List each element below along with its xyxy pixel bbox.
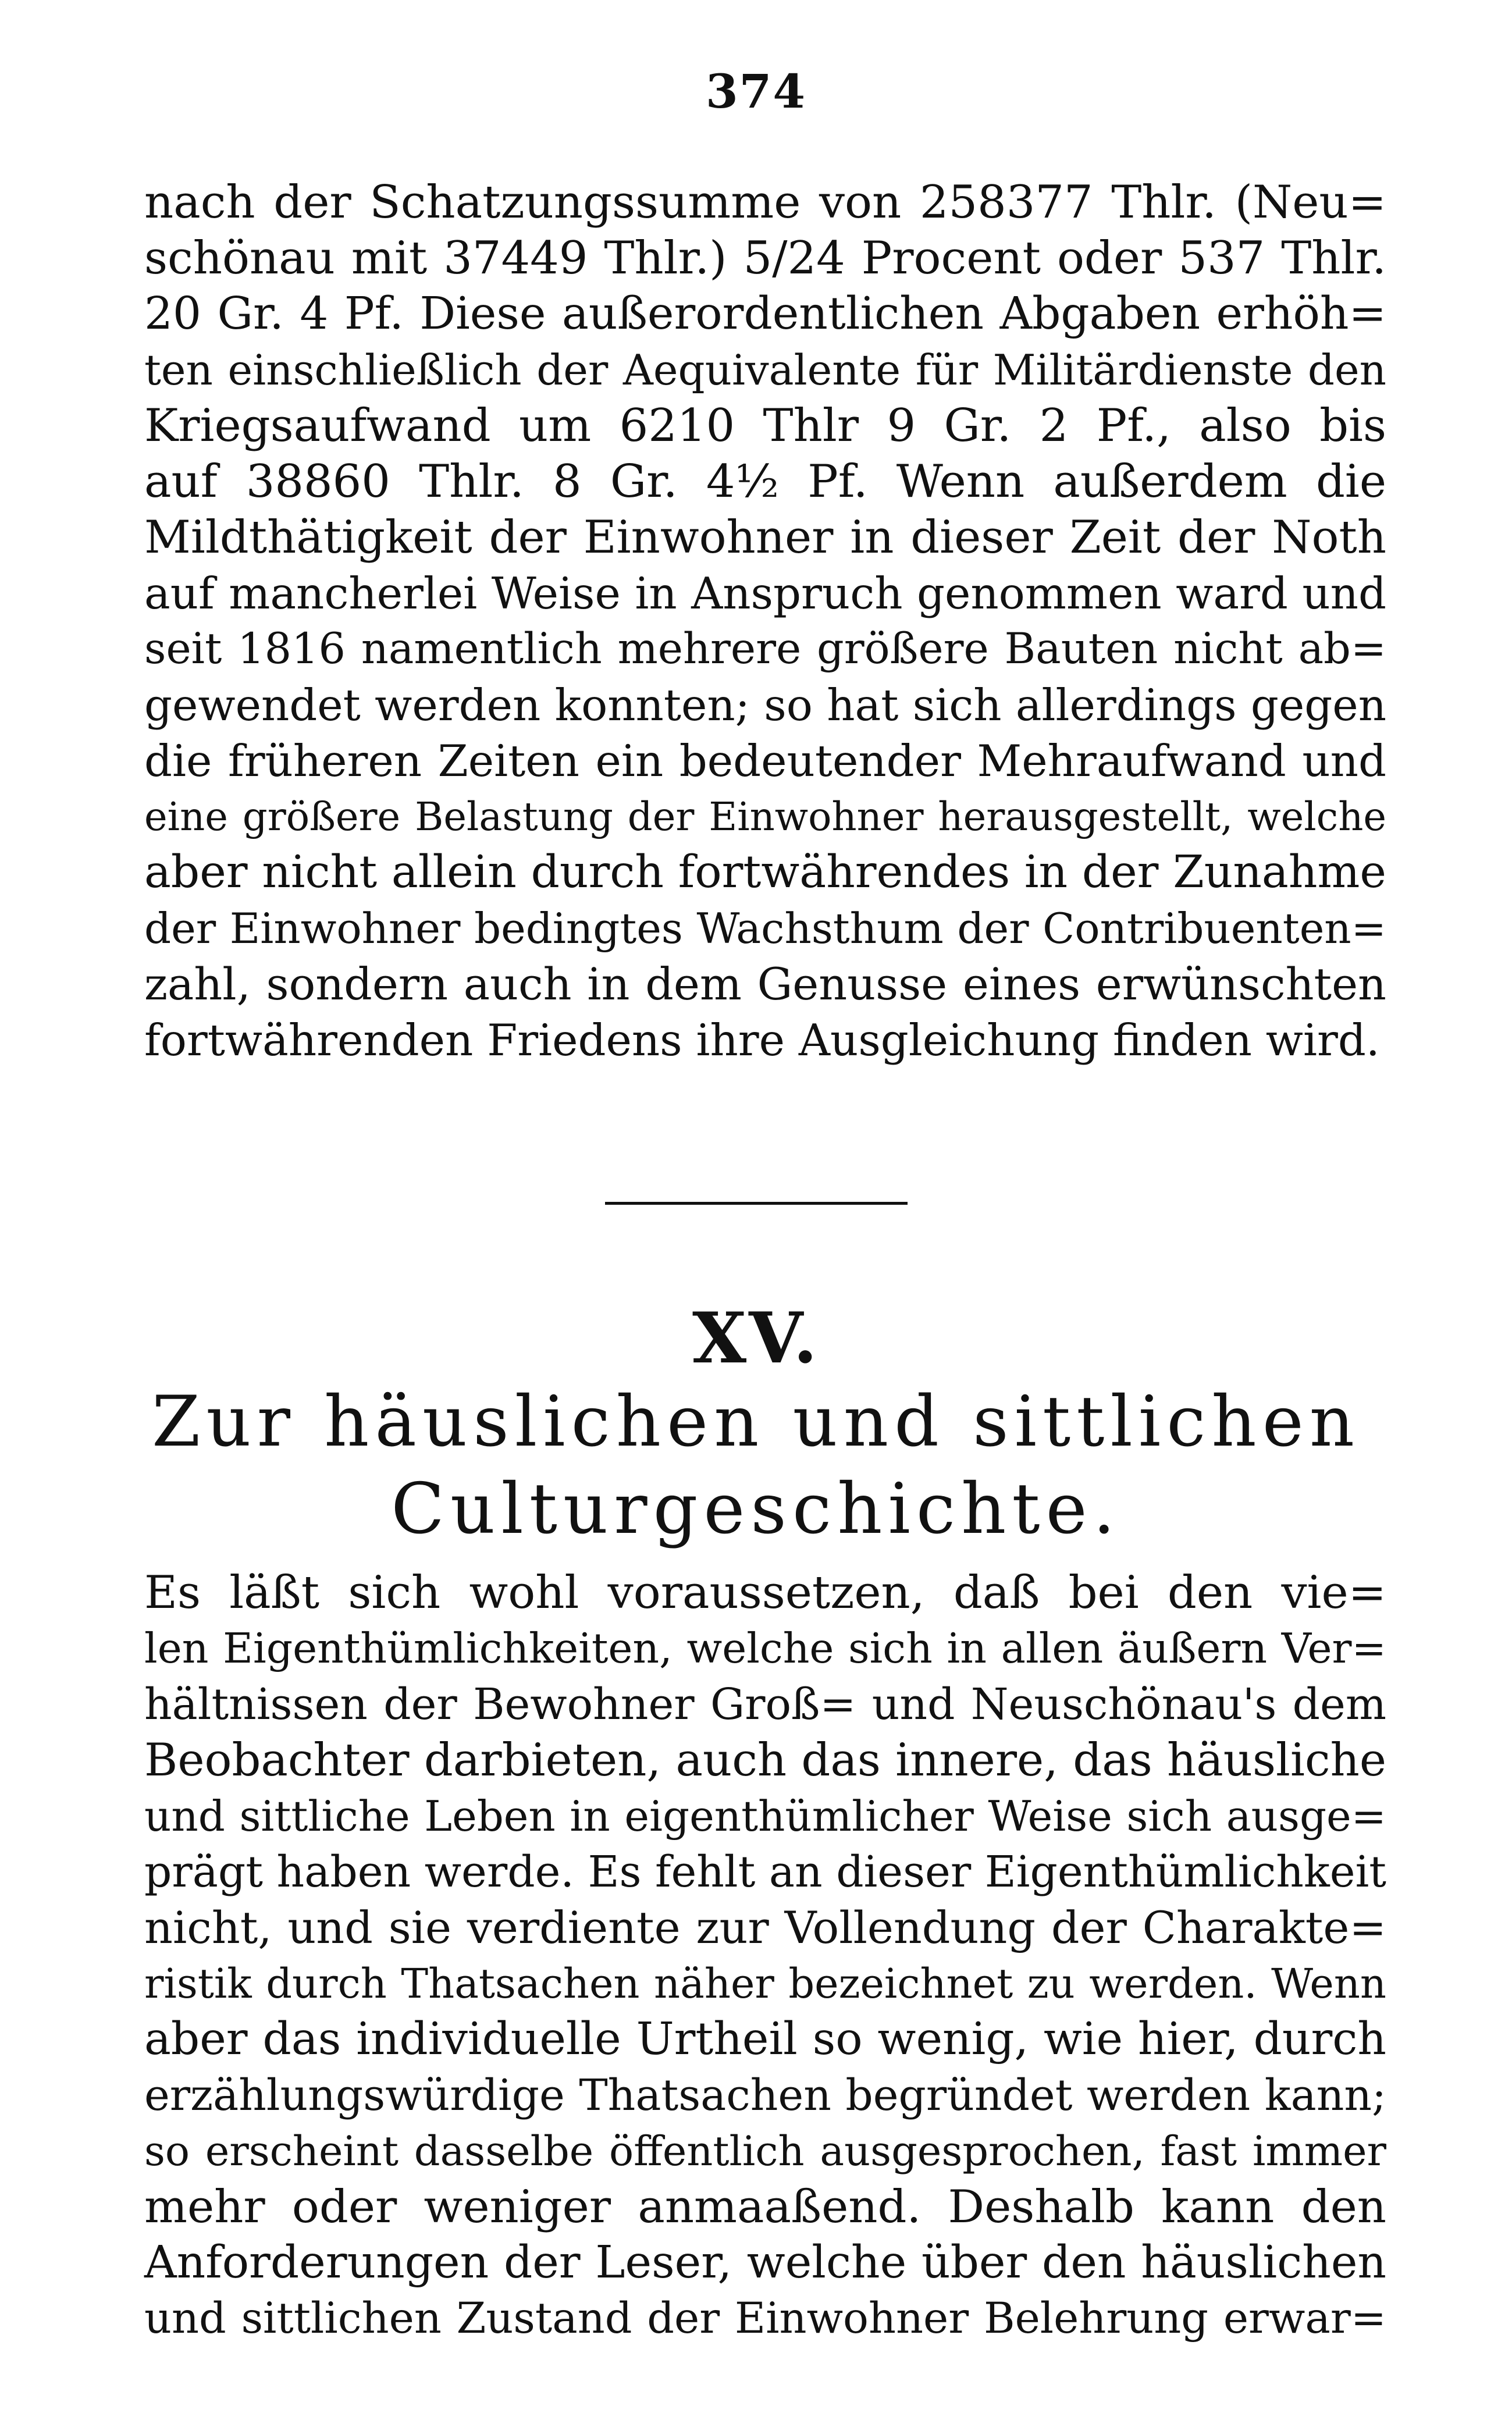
text-line: mehr oder weniger anmaaßend. Deshalb kann den [144, 2181, 1386, 2233]
chapter-title-line-2: Culturgeschichte. [391, 1469, 1121, 1550]
text-line: schönau mit 37449 Thlr.) 5/24 Procent oder 537 Thlr. [144, 232, 1386, 284]
text-line: eine größere Belastung der Einwohner herausgestellt, welche [144, 794, 1386, 839]
text-line: gewendet werden konnten; so hat sich allerdings gegen [144, 679, 1386, 731]
text-line: auf 38860 Thlr. 8 Gr. 4½ Pf. Wenn außerdem die [144, 455, 1386, 508]
section-divider [605, 1202, 908, 1205]
text-line: Anforderungen der Leser, welche über den häuslichen [144, 2237, 1386, 2289]
text-line: so erscheint dasselbe öffentlich ausgesprochen, fast immer [144, 2127, 1386, 2175]
text-line: nach der Schatzungssumme von 258377 Thlr. (Neu= [144, 176, 1386, 229]
text-line: und sittlichen Zustand der Einwohner Belehrung erwar= [144, 2294, 1386, 2343]
text-line: Es läßt sich wohl voraussetzen, daß bei den vie= [144, 1567, 1386, 1619]
text-line: der Einwohner bedingtes Wachsthum der Contribuenten= [144, 904, 1386, 953]
text-line: len Eigenthümlichkeiten, welche sich in allen äußern Ver= [144, 1624, 1386, 1672]
text-line: zahl, sondern auch in dem Genusse eines erwünschten [144, 958, 1386, 1010]
text-line: ten einschließlich der Aequivalente für Militärdienste den [144, 346, 1386, 394]
text-line: aber das individuelle Urtheil so wenig, wie hier, durch [144, 2013, 1386, 2065]
text-line: Kriegsaufwand um 6210 Thlr 9 Gr. 2 Pf., also bis [144, 400, 1386, 452]
text-line: Mildthätigkeit der Einwohner in dieser Zeit der Noth [144, 511, 1386, 564]
text-line: erzählungswürdige Thatsachen begründet werden kann; [144, 2070, 1386, 2120]
text-line: aber nicht allein durch fortwährendes in der Zunahme [144, 846, 1386, 898]
text-line: und sittliche Leben in eigenthümlicher Weise sich ausge= [144, 1792, 1386, 1841]
text-line: ristik durch Thatsachen näher bezeichnet zu werden. Wenn [144, 1960, 1386, 2008]
text-line: auf mancherlei Weise in Anspruch genommen ward und [144, 568, 1386, 619]
chapter-number: XV. [692, 1297, 820, 1379]
text-line: die früheren Zeiten ein bedeutender Mehraufwand und [144, 735, 1386, 787]
text-line: nicht, und sie verdiente zur Vollendung der Charakte= [144, 1902, 1386, 1953]
text-line: 20 Gr. 4 Pf. Diese außerordentlichen Abgaben erhöh= [144, 288, 1386, 340]
text-line: seit 1816 namentlich mehrere größere Bauten nicht ab= [144, 624, 1386, 674]
text-line: hältnissen der Bewohner Groß= und Neuschönau's dem [144, 1679, 1386, 1729]
text-line: Beobachter darbieten, auch das innere, das häusliche [144, 1734, 1386, 1786]
text-line: prägt haben werde. Es fehlt an dieser Eigenthümlichkeit [144, 1847, 1386, 1897]
text-line: fortwährenden Friedens ihre Ausgleichung finden wird. [144, 1015, 1380, 1066]
page-number: 374 [706, 64, 806, 119]
chapter-title-line-1: Zur häuslichen und sittlichen [151, 1382, 1361, 1462]
